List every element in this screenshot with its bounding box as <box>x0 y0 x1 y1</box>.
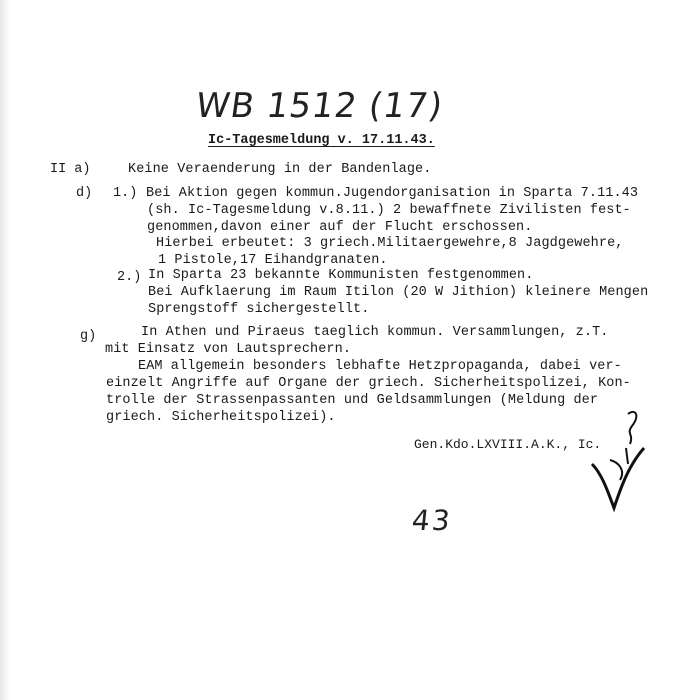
document-title: Ic-Tagesmeldung v. 17.11.43. <box>208 133 435 148</box>
section-d1-line: 1 Pistole,17 Eihandgranaten. <box>158 253 388 268</box>
section-d-label: d) <box>76 186 93 201</box>
handwritten-signature <box>588 404 668 514</box>
section-g-line: griech. Sicherheitspolizei). <box>106 410 336 425</box>
section-d1-line: genommen,davon einer auf der Flucht erschossen. <box>147 220 533 235</box>
section-d2-line: Sprengstoff sichergestellt. <box>148 302 370 317</box>
section-d2-line: Bei Aufklaerung im Raum Itilon (20 W Jithion) kleinere Mengen <box>148 285 649 300</box>
section-d1-label: 1.) <box>113 186 138 201</box>
section-g-line: In Athen und Piraeus taeglich kommun. Versammlungen, z.T. <box>141 325 609 340</box>
handwritten-reference: WB 1512 (17) <box>193 86 446 126</box>
section-d2-label: 2.) <box>117 270 142 285</box>
signature-block: Gen.Kdo.LXVIII.A.K., Ic. <box>414 437 602 452</box>
section-d2-line: In Sparta 23 bekannte Kommunisten festgenommen. <box>148 268 534 283</box>
section-a-text: Keine Veraenderung in der Bandenlage. <box>128 162 432 177</box>
scan-edge-shadow <box>0 0 10 700</box>
section-g-label: g) <box>80 329 97 344</box>
section-g-line: mit Einsatz von Lautsprechern. <box>105 342 352 357</box>
section-d1-line: (sh. Ic-Tagesmeldung v.8.11.) 2 bewaffnete Zivilisten fest- <box>147 203 631 218</box>
section-g-line: trolle der Strassenpassanten und Geldsammlungen (Meldung der <box>106 393 599 408</box>
section-d1-line: Hierbei erbeutet: 3 griech.Militaergewehre,8 Jagdgewehre, <box>156 236 624 251</box>
handwritten-page-number: 43 <box>410 504 454 537</box>
section-g-line: einzelt Angriffe auf Organe der griech. Sicherheitspolizei, Kon- <box>106 376 631 391</box>
section-a-label: II a) <box>50 162 91 177</box>
section-g-line: EAM allgemein besonders lebhafte Hetzpropaganda, dabei ver- <box>138 359 622 374</box>
section-d1-line: Bei Aktion gegen kommun.Jugendorganisation in Sparta 7.11.43 <box>146 186 639 201</box>
